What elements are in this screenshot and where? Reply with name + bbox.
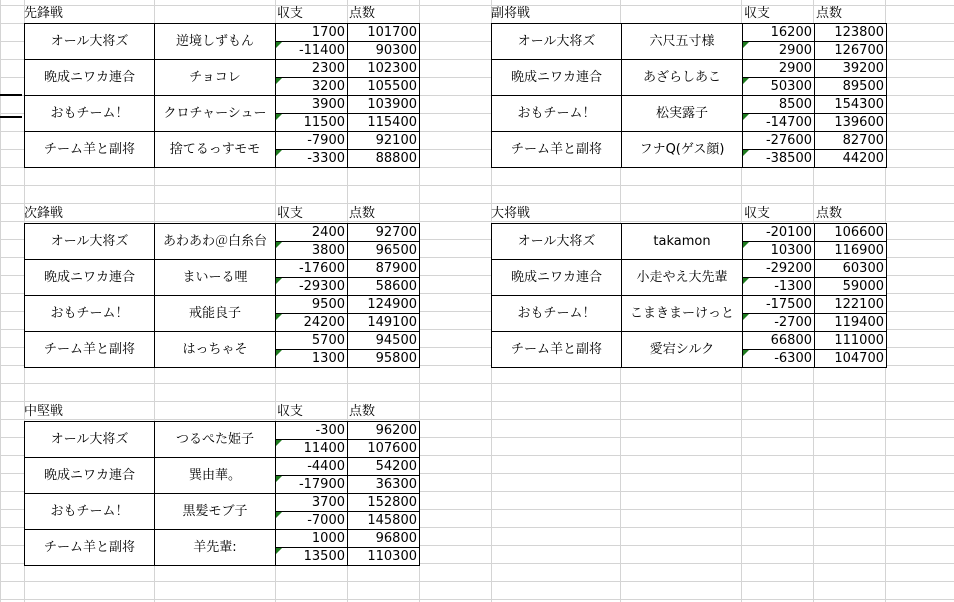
score-table xyxy=(24,223,420,368)
tensu-cell[interactable]: 119400 xyxy=(815,314,887,332)
player-name-cell[interactable]: 逆境しずもん xyxy=(155,24,276,60)
grid-row-line xyxy=(0,221,954,222)
tensu-cell[interactable]: 107600 xyxy=(348,440,420,458)
table-row xyxy=(492,332,887,350)
tensu-cell[interactable]: 36300 xyxy=(348,476,420,494)
tensu-cell[interactable]: 39200 xyxy=(815,60,887,78)
table-row xyxy=(25,458,420,476)
table-row xyxy=(25,332,420,350)
column-header-tensu: 点数 xyxy=(349,404,376,419)
grid-row-line xyxy=(0,203,954,204)
shushi-cell[interactable]: -6300 xyxy=(743,350,815,368)
tensu-cell[interactable]: 94500 xyxy=(348,332,420,350)
shushi-cell[interactable]: -17500 xyxy=(743,296,815,314)
team-name-cell[interactable]: オール大将ズ xyxy=(25,422,155,458)
player-name-cell[interactable]: 小走やえ大先輩 xyxy=(622,260,743,296)
table-row xyxy=(25,296,420,314)
team-name-cell[interactable]: チーム羊と副将 xyxy=(25,530,155,566)
tensu-cell[interactable]: 95800 xyxy=(348,350,420,368)
shushi-cell[interactable]: 10300 xyxy=(743,242,815,260)
player-name-cell[interactable]: 愛宕シルク xyxy=(622,332,743,368)
shushi-cell[interactable]: 3800 xyxy=(276,242,348,260)
score-table xyxy=(24,421,420,566)
tensu-cell[interactable]: 145800 xyxy=(348,512,420,530)
section-title: 先鋒戦 xyxy=(24,6,64,21)
tensu-cell[interactable]: 44200 xyxy=(815,150,887,168)
shushi-cell[interactable]: -20100 xyxy=(743,224,815,242)
grid-row-line xyxy=(0,5,954,6)
tensu-cell[interactable]: 96500 xyxy=(348,242,420,260)
tensu-cell[interactable]: 116900 xyxy=(815,242,887,260)
shushi-cell[interactable]: 11500 xyxy=(276,114,348,132)
team-name-cell[interactable]: 晩成ニワカ連合 xyxy=(25,60,155,96)
team-name-cell[interactable]: 晩成ニワカ連合 xyxy=(25,458,155,494)
table-row xyxy=(25,530,420,548)
player-name-cell[interactable]: あざらしあこ xyxy=(622,60,743,96)
team-name-cell[interactable]: オール大将ズ xyxy=(25,24,155,60)
table-row xyxy=(25,24,420,42)
shushi-cell[interactable]: -1300 xyxy=(743,278,815,296)
tensu-cell[interactable]: 96800 xyxy=(348,530,420,548)
tensu-cell[interactable]: 102300 xyxy=(348,60,420,78)
team-name-cell[interactable]: チーム羊と副将 xyxy=(492,332,622,368)
player-name-cell[interactable]: 黒髪モブ子 xyxy=(155,494,276,530)
tensu-cell[interactable]: 87900 xyxy=(348,260,420,278)
team-name-cell[interactable]: オール大将ズ xyxy=(492,224,622,260)
player-name-cell[interactable]: フナQ(ゲス顔) xyxy=(622,132,743,168)
tensu-cell[interactable]: 88800 xyxy=(348,150,420,168)
shushi-cell[interactable]: -38500 xyxy=(743,150,815,168)
tensu-cell[interactable]: 106600 xyxy=(815,224,887,242)
table-row xyxy=(25,494,420,512)
column-header-shushi: 収支 xyxy=(744,206,771,221)
table-row xyxy=(25,60,420,78)
player-name-cell[interactable]: まいーる哩 xyxy=(155,260,276,296)
tensu-cell[interactable]: 90300 xyxy=(348,42,420,60)
player-name-cell[interactable]: はっちゃそ xyxy=(155,332,276,368)
shushi-cell[interactable]: -4400 xyxy=(276,458,348,476)
grid-row-line xyxy=(0,581,954,582)
grid-row-line xyxy=(0,185,954,186)
tensu-cell[interactable]: 154300 xyxy=(815,96,887,114)
shushi-cell[interactable]: -17900 xyxy=(276,476,348,494)
column-header-tensu: 点数 xyxy=(349,6,376,21)
team-name-cell[interactable]: チーム羊と副将 xyxy=(492,132,622,168)
tensu-cell[interactable]: 92700 xyxy=(348,224,420,242)
shushi-cell[interactable]: 16200 xyxy=(743,24,815,42)
shushi-cell[interactable]: -7000 xyxy=(276,512,348,530)
shushi-cell[interactable]: 2400 xyxy=(276,224,348,242)
tensu-cell[interactable]: 58600 xyxy=(348,278,420,296)
tensu-cell[interactable]: 111000 xyxy=(815,332,887,350)
column-header-shushi: 収支 xyxy=(744,6,771,21)
shushi-cell[interactable]: -17600 xyxy=(276,260,348,278)
tensu-cell[interactable]: 124900 xyxy=(348,296,420,314)
player-name-cell[interactable]: 捨てるっすモモ xyxy=(155,132,276,168)
cell-selection-edge xyxy=(0,94,22,118)
shushi-cell[interactable]: -3300 xyxy=(276,150,348,168)
column-header-shushi: 収支 xyxy=(277,6,304,21)
tensu-cell[interactable]: 152800 xyxy=(348,494,420,512)
tensu-cell[interactable]: 59000 xyxy=(815,278,887,296)
shushi-cell[interactable]: 2900 xyxy=(743,60,815,78)
tensu-cell[interactable]: 104700 xyxy=(815,350,887,368)
team-name-cell[interactable]: おもチーム！ xyxy=(492,296,622,332)
player-name-cell[interactable]: チョコレ xyxy=(155,60,276,96)
shushi-cell[interactable]: -7900 xyxy=(276,132,348,150)
tensu-cell[interactable]: 105500 xyxy=(348,78,420,96)
grid-row-line xyxy=(0,383,954,384)
tensu-cell[interactable]: 115400 xyxy=(348,114,420,132)
player-name-cell[interactable]: 羊先輩: xyxy=(155,530,276,566)
shushi-cell[interactable]: -29200 xyxy=(743,260,815,278)
shushi-cell[interactable]: 2300 xyxy=(276,60,348,78)
table-row xyxy=(492,60,887,78)
shushi-cell[interactable]: -2700 xyxy=(743,314,815,332)
shushi-cell[interactable]: 2900 xyxy=(743,42,815,60)
tensu-cell[interactable]: 82700 xyxy=(815,132,887,150)
shushi-cell[interactable]: 9500 xyxy=(276,296,348,314)
tensu-cell[interactable]: 103900 xyxy=(348,96,420,114)
shushi-cell[interactable]: 11400 xyxy=(276,440,348,458)
tensu-cell[interactable]: 122100 xyxy=(815,296,887,314)
shushi-cell[interactable]: 50300 xyxy=(743,78,815,96)
tensu-cell[interactable]: 101700 xyxy=(348,24,420,42)
tensu-cell[interactable]: 54200 xyxy=(348,458,420,476)
score-table xyxy=(491,23,887,168)
tensu-cell[interactable]: 89500 xyxy=(815,78,887,96)
team-name-cell[interactable]: オール大将ズ xyxy=(492,24,622,60)
tensu-cell[interactable]: 60300 xyxy=(815,260,887,278)
column-header-tensu: 点数 xyxy=(816,206,843,221)
team-name-cell[interactable]: おもチーム！ xyxy=(25,296,155,332)
shushi-cell[interactable]: 8500 xyxy=(743,96,815,114)
shushi-cell[interactable]: -27600 xyxy=(743,132,815,150)
shushi-cell[interactable]: -14700 xyxy=(743,114,815,132)
player-name-cell[interactable]: 松実露子 xyxy=(622,96,743,132)
shushi-cell[interactable]: 3200 xyxy=(276,78,348,96)
player-name-cell[interactable]: クロチャーシュー xyxy=(155,96,276,132)
team-name-cell[interactable]: チーム羊と副将 xyxy=(25,332,155,368)
table-row xyxy=(25,132,420,150)
tensu-cell[interactable]: 92100 xyxy=(348,132,420,150)
player-name-cell[interactable]: あわあわ＠白糸台 xyxy=(155,224,276,260)
table-row xyxy=(492,296,887,314)
table-row xyxy=(25,260,420,278)
player-name-cell[interactable]: つるぺた姫子 xyxy=(155,422,276,458)
shushi-cell[interactable]: 1300 xyxy=(276,350,348,368)
shushi-cell[interactable]: -11400 xyxy=(276,42,348,60)
team-name-cell[interactable]: おもチーム！ xyxy=(492,96,622,132)
tensu-cell[interactable]: 139600 xyxy=(815,114,887,132)
table-row xyxy=(492,260,887,278)
score-table xyxy=(24,23,420,168)
player-name-cell[interactable]: 戒能良子 xyxy=(155,296,276,332)
player-name-cell[interactable]: こまきまーけっと xyxy=(622,296,743,332)
column-header-tensu: 点数 xyxy=(816,6,843,21)
shushi-cell[interactable]: 3700 xyxy=(276,494,348,512)
grid-column-line xyxy=(0,0,1,602)
table-row xyxy=(492,132,887,150)
shushi-cell[interactable]: 24200 xyxy=(276,314,348,332)
player-name-cell[interactable]: 巽由華。 xyxy=(155,458,276,494)
team-name-cell[interactable]: おもチーム！ xyxy=(25,96,155,132)
team-name-cell[interactable]: チーム羊と副将 xyxy=(25,132,155,168)
table-row xyxy=(25,224,420,242)
section-title: 大将戦 xyxy=(491,206,531,221)
shushi-cell[interactable]: 1700 xyxy=(276,24,348,42)
team-name-cell[interactable]: おもチーム！ xyxy=(25,494,155,530)
shushi-cell[interactable]: 3900 xyxy=(276,96,348,114)
section-title: 副将戦 xyxy=(491,6,531,21)
player-name-cell[interactable]: 六尺五寸様 xyxy=(622,24,743,60)
shushi-cell[interactable]: 1000 xyxy=(276,530,348,548)
section-title: 中堅戦 xyxy=(24,404,64,419)
table-row xyxy=(25,422,420,440)
table-row xyxy=(492,96,887,114)
player-name-cell[interactable]: takamon xyxy=(622,224,743,260)
table-row xyxy=(492,224,887,242)
shushi-cell[interactable]: 13500 xyxy=(276,548,348,566)
team-name-cell[interactable]: 晩成ニワカ連合 xyxy=(492,260,622,296)
tensu-cell[interactable]: 96200 xyxy=(348,422,420,440)
column-header-shushi: 収支 xyxy=(277,404,304,419)
score-table xyxy=(491,223,887,368)
table-row xyxy=(492,24,887,42)
shushi-cell[interactable]: 66800 xyxy=(743,332,815,350)
tensu-cell[interactable]: 126700 xyxy=(815,42,887,60)
column-header-shushi: 収支 xyxy=(277,206,304,221)
table-row xyxy=(25,96,420,114)
grid-row-line xyxy=(0,419,954,420)
tensu-cell[interactable]: 110300 xyxy=(348,548,420,566)
shushi-cell[interactable]: 5700 xyxy=(276,332,348,350)
tensu-cell[interactable]: 149100 xyxy=(348,314,420,332)
column-header-tensu: 点数 xyxy=(349,206,376,221)
shushi-cell[interactable]: -300 xyxy=(276,422,348,440)
tensu-cell[interactable]: 123800 xyxy=(815,24,887,42)
shushi-cell[interactable]: -29300 xyxy=(276,278,348,296)
team-name-cell[interactable]: 晩成ニワカ連合 xyxy=(25,260,155,296)
team-name-cell[interactable]: 晩成ニワカ連合 xyxy=(492,60,622,96)
section-title: 次鋒戦 xyxy=(24,206,64,221)
grid-row-line xyxy=(0,599,954,600)
grid-row-line xyxy=(0,401,954,402)
team-name-cell[interactable]: オール大将ズ xyxy=(25,224,155,260)
